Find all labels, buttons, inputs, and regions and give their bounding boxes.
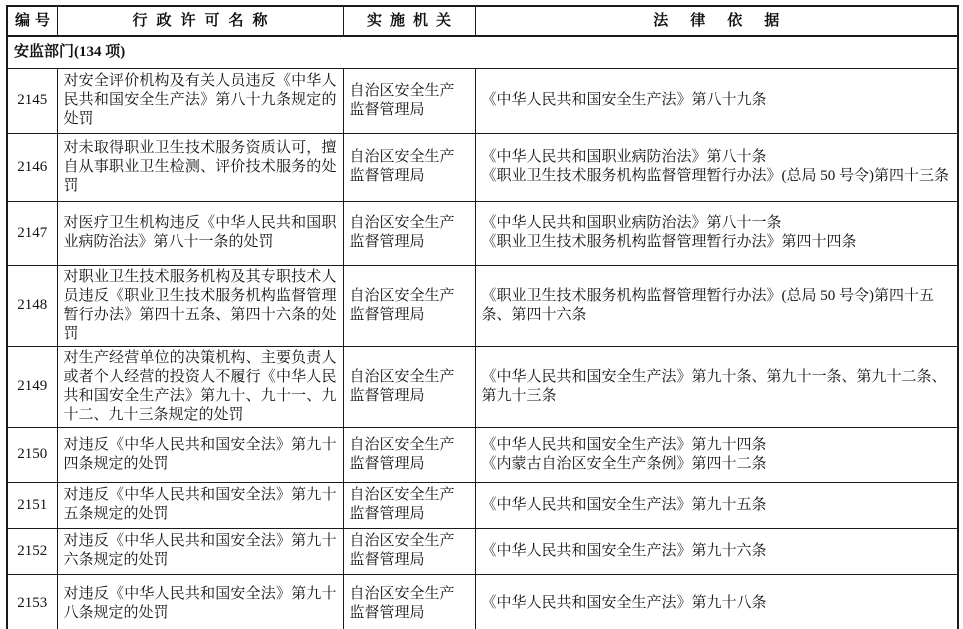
agency-cell: 自治区安全生产监督管理局	[343, 482, 475, 528]
table-row	[7, 133, 958, 201]
legal-basis-line: 《中华人民共和国安全生产法》第九十条、第九十一条、第九十二条、第九十三条	[481, 368, 947, 404]
row-id: 2149	[7, 346, 57, 427]
legal-basis-line: 《中华人民共和国安全生产法》第九十八条	[481, 595, 767, 612]
row-id: 2148	[7, 265, 57, 346]
table-row	[7, 574, 958, 629]
column-header-id: 编号	[7, 6, 57, 36]
column-header-legal-basis: 法律依据	[475, 6, 958, 36]
legal-basis-cell	[475, 68, 958, 133]
legal-basis-line: 《职业卫生技术服务机构监督管理暂行办法》第四十四条	[481, 234, 857, 250]
agency-cell: 自治区安全生产监督管理局	[343, 201, 475, 265]
permit-name-cell: 对违反《中华人民共和国安全法》第九十四条规定的处罚	[57, 427, 343, 482]
agency-cell: 自治区安全生产监督管理局	[343, 346, 475, 427]
legal-basis-cell	[475, 574, 958, 629]
legal-basis-line: 《中华人民共和国安全生产法》第九十五条	[481, 496, 767, 513]
row-id: 2145	[7, 68, 57, 133]
legal-basis-line: 《内蒙古自治区安全生产条例》第四十二条	[481, 455, 767, 472]
legal-basis-line: 《职业卫生技术服务机构监督管理暂行办法》(总局 50 号令)第四十三条	[481, 168, 949, 184]
table-row	[7, 427, 958, 482]
table-row	[7, 528, 958, 574]
permit-name-cell: 对违反《中华人民共和国安全法》第九十六条规定的处罚	[57, 528, 343, 574]
row-id: 2150	[7, 427, 57, 482]
table-row	[7, 346, 958, 427]
legal-basis-cell	[475, 427, 958, 482]
permit-name-cell: 对违反《中华人民共和国安全法》第九十八条规定的处罚	[57, 574, 343, 629]
permit-name-cell: 对生产经营单位的决策机构、主要负责人或者个人经营的投资人不履行《中华人民共和国安全生产法》第九十、九十一、九十二、九十三条规定的处罚	[57, 346, 343, 427]
legal-basis-line: 《职业卫生技术服务机构监督管理暂行办法》(总局 50 号令)第四十五条、第四十六条	[481, 287, 934, 323]
agency-cell: 自治区安全生产监督管理局	[343, 427, 475, 482]
legal-basis-cell	[475, 201, 958, 265]
agency-cell: 自治区安全生产监督管理局	[343, 265, 475, 346]
legal-basis-line: 《中华人民共和国职业病防治法》第八十一条	[481, 215, 782, 231]
administrative-permit-table	[6, 5, 959, 629]
permit-name-cell: 对医疗卫生机构违反《中华人民共和国职业病防治法》第八十一条的处罚	[57, 201, 343, 265]
legal-basis-cell	[475, 346, 958, 427]
legal-basis-cell	[475, 133, 958, 201]
table-row	[7, 265, 958, 346]
agency-cell: 自治区安全生产监督管理局	[343, 133, 475, 201]
row-id: 2147	[7, 201, 57, 265]
section-row	[7, 36, 958, 68]
permit-name-cell: 对安全评价机构及有关人员违反《中华人民共和国安全生产法》第八十九条规定的处罚	[57, 68, 343, 133]
table-row	[7, 201, 958, 265]
legal-basis-cell	[475, 265, 958, 346]
agency-cell: 自治区安全生产监督管理局	[343, 68, 475, 133]
table-row	[7, 482, 958, 528]
row-id: 2146	[7, 133, 57, 201]
row-id: 2152	[7, 528, 57, 574]
legal-basis-cell	[475, 528, 958, 574]
legal-basis-line: 《中华人民共和国安全生产法》第八十九条	[481, 92, 767, 108]
permit-name-cell: 对违反《中华人民共和国安全法》第九十五条规定的处罚	[57, 482, 343, 528]
legal-basis-cell	[475, 482, 958, 528]
section-title: 安监部门(134 项)	[7, 36, 958, 68]
agency-cell: 自治区安全生产监督管理局	[343, 528, 475, 574]
permit-name-cell: 对职业卫生技术服务机构及其专职技术人员违反《职业卫生技术服务机构监督管理暂行办法》第四十五条、第四十六条的处罚	[57, 265, 343, 346]
table-header-row	[7, 6, 958, 36]
column-header-agency: 实施机关	[343, 6, 475, 36]
legal-basis-line: 《中华人民共和国职业病防治法》第八十条	[481, 149, 767, 165]
table-row	[7, 68, 958, 133]
permit-name-cell: 对未取得职业卫生技术服务资质认可，擅自从事职业卫生检测、评价技术服务的处罚	[57, 133, 343, 201]
row-id: 2151	[7, 482, 57, 528]
row-id: 2153	[7, 574, 57, 629]
column-header-permit-name: 行政许可名称	[57, 6, 343, 36]
legal-basis-line: 《中华人民共和国安全生产法》第九十四条	[481, 436, 767, 453]
legal-basis-line: 《中华人民共和国安全生产法》第九十六条	[481, 542, 767, 559]
agency-cell: 自治区安全生产监督管理局	[343, 574, 475, 629]
